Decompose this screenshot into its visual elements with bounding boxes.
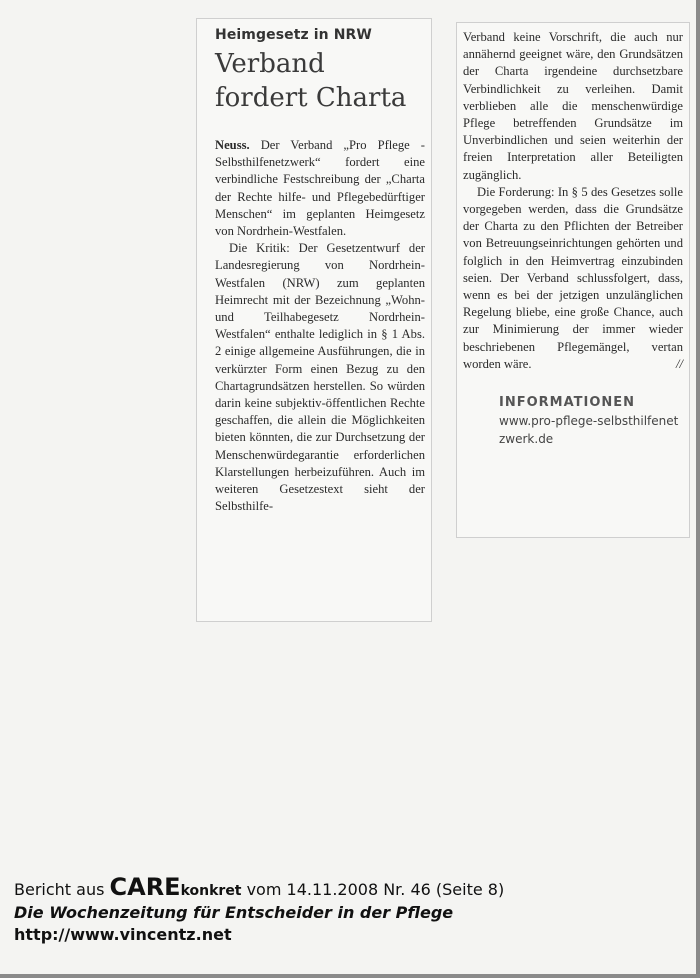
source-caption: [14, 873, 690, 946]
caption-brand-small: konkret: [180, 883, 242, 899]
caption-brand-big: CARE: [109, 873, 181, 901]
paragraph-kritik: Die Kritik: Der Gesetzentwurf der Landesregierung von Nordrhein-Westfalen (NRW) zum geplanten Heimrecht mit der Bezeichnung „Wohn- und Teilhabegesetz Nordrhein-Westfalen“ enthalte lediglich in § 1 Abs. 2 einige allgemeine Ausführungen, die in verkürzter Form einen Bezug zu den Chartagrundsätzen herstellen. So würden darin keine subjektiv-öffentlichen Rechte geschaffen, die allein die Möglichkeiten bieten könnten, die zur Durchsetzung der Menschenwürdegarantie erforderlichen Klarstellungen herbeizuführen. Auch im weiteren Gesetzestext sieht der Selbsthilfe-: [215, 241, 425, 514]
paragraph-intro: [215, 137, 425, 240]
caption-prefix: Bericht aus: [14, 880, 110, 899]
caption-line-1: [14, 873, 690, 902]
info-title: INFORMATIONEN: [499, 395, 636, 411]
caption-url: http://www.vincentz.net: [14, 925, 232, 944]
paragraph-continuation: Verband keine Vorschrift, die auch nur annähernd geeignet wäre, den Grundsätzen der Charta irgendeine durchsetzbare Verbindlichkeit zu verleihen. Damit verblieben alle die menschenwürdige Pflege betreffenden Grundsätze im Unverbindlichen und seien weiterhin der freien Interpretation aller Beteiligten zugänglich.: [463, 30, 683, 182]
article-clipping-right: [456, 22, 690, 538]
headline-line-1: Verband: [215, 49, 325, 79]
info-url: www.pro-pflege-selbsthilfenetzwerk.de: [499, 414, 679, 447]
caption-suffix: vom 14.11.2008 Nr. 46 (Seite 8): [241, 880, 505, 899]
end-mark: //: [676, 356, 683, 371]
caption-tagline: Die Wochenzeitung für Entscheider in der Pflege: [14, 903, 454, 922]
article-clipping-left: [196, 18, 432, 622]
paragraph-forderung-text: Die Forderung: In § 5 des Gesetzes solle vorgegeben werden, dass die Grundsätze der Charta zu den Pflichten der Betreiber von Betreuungseinrichtungen gehörten und folglich in den Heimvertrag einzubinden seien. Der Verband schlussfolgert, dass, wenn es bei der jetzigen unzulänglichen Regelung bliebe, eine große Chance, auch zur Minimierung der immer wieder beschriebenen Pflegemängel, vertan worden wäre.: [463, 184, 683, 371]
paragraph-forderung: [463, 184, 683, 373]
article-headline: [215, 47, 425, 115]
paragraph-intro-text: Der Verband „Pro Pflege - Selbsthilfenetzwerk“ fordert eine verbindliche Festschreibung der „Charta der Rechte hilfe- und Pflegebedürftiger Menschen“ im geplanten Heimgesetz von Nordrhein-Westfalen.: [215, 138, 425, 239]
headline-line-2: fordert Charta: [215, 83, 407, 113]
dateline: Neuss.: [215, 138, 250, 152]
article-kicker: Heimgesetz in NRW: [215, 27, 372, 43]
